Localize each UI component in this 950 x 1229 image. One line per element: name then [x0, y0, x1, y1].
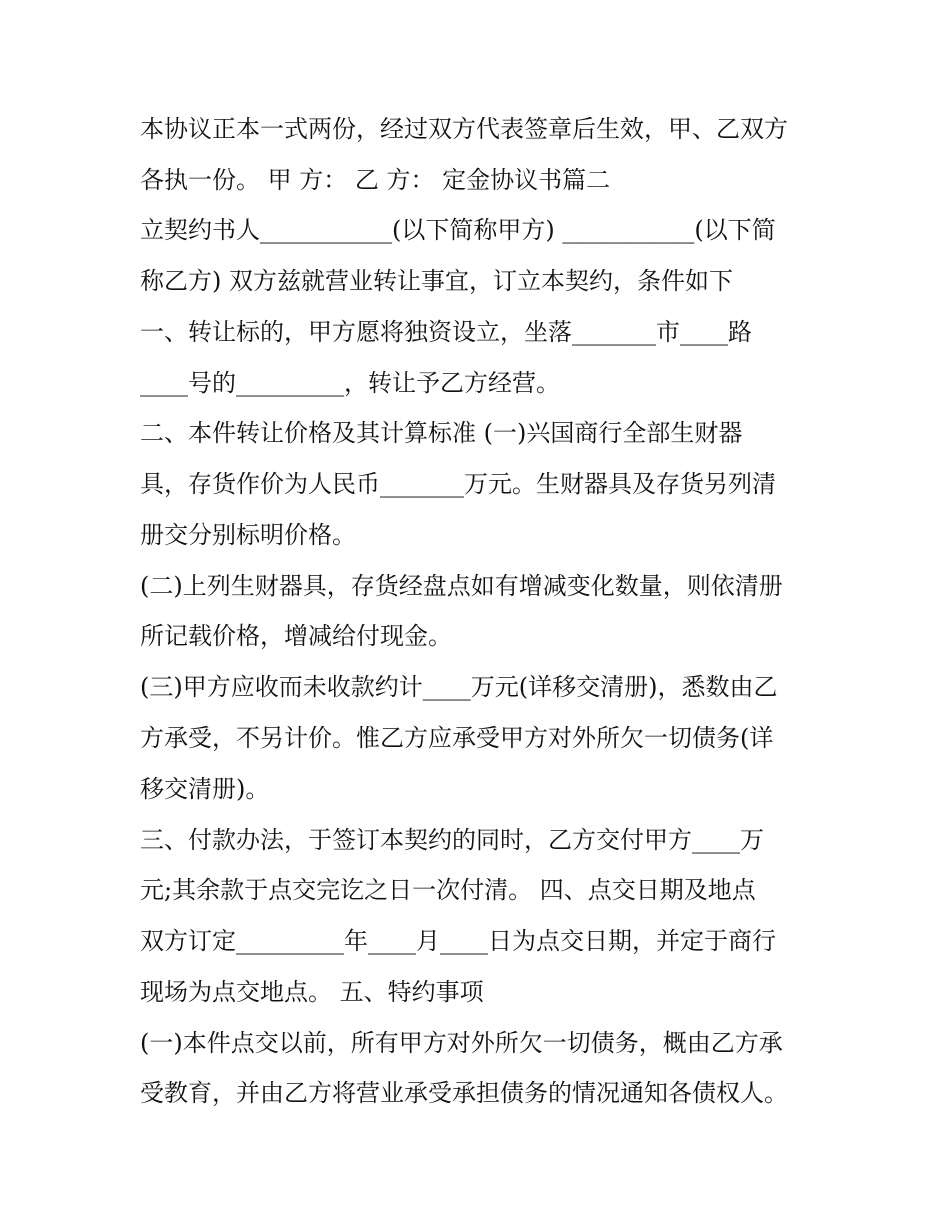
text-line-17: 双方订定_________年____月____日为点交日期，并定于商行: [140, 927, 776, 955]
text-line-2: 各执一份。 甲 方： 乙 方： 定金协议书篇二: [140, 166, 611, 194]
text-line-6: ____号的_________，转让予乙方经营。: [140, 369, 560, 397]
text-line-5: 一、转让标的，甲方愿将独资设立，坐落_______市____路: [140, 318, 752, 346]
text-line-19: (一)本件点交以前，所有甲方对外所欠一切债务，概由乙方承: [140, 1029, 783, 1057]
text-line-1: 本协议正本一式两份，经过双方代表签章后生效，甲、乙双方: [140, 115, 788, 143]
text-line-20: 受教育，并由乙方将营业承受承担债务的情况通知各债权人。: [140, 1079, 788, 1107]
text-line-4: 称乙方) 双方兹就营业转让事宜，订立本契约，条件如下: [140, 267, 733, 295]
text-line-10: (二)上列生财器具，存货经盘点如有增减变化数量，则依清册: [140, 572, 783, 600]
text-line-9: 册交分别标明价格。: [140, 521, 356, 549]
text-line-8: 具，存货作价为人民币_______万元。生财器具及存货另列清: [140, 470, 776, 498]
text-line-13: 方承受，不另计价。惟乙方应承受甲方对外所欠一切债务(详: [140, 724, 774, 752]
text-line-12: (三)甲方应收而未收款约计____万元(详移交清册)，悉数由乙: [140, 673, 778, 701]
text-line-18: 现场为点交地点。 五、特约事项: [140, 978, 484, 1006]
text-line-14: 移交清册)。: [140, 775, 270, 803]
text-line-11: 所记载价格，增减给付现金。: [140, 622, 452, 650]
text-line-3: 立契约书人___________(以下简称甲方) ___________(以下简: [140, 216, 776, 244]
text-line-7: 二、本件转让价格及其计算标准 (一)兴国商行全部生财器: [140, 419, 743, 447]
text-line-16: 元;其余款于点交完讫之日一次付清。 四、点交日期及地点: [140, 876, 756, 904]
text-line-15: 三、付款办法，于签订本契约的同时，乙方交付甲方____万: [140, 826, 764, 854]
